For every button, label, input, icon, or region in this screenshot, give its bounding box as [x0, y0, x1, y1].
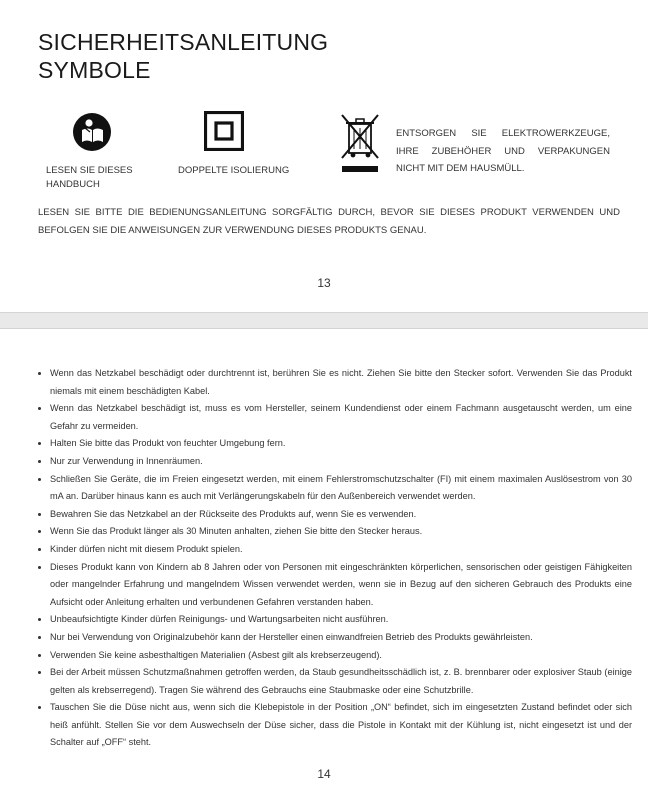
symbol-label-read-manual: LESEN SIE DIESES HANDBUCH — [46, 165, 133, 190]
page-number: 14 — [317, 767, 331, 781]
title-line-2: SYMBOLE — [38, 57, 151, 83]
list-item: • Halten Sie bitte das Produkt von feuchter Umgebung fern. — [50, 435, 632, 453]
list-item: • Verwenden Sie keine asbesthaltigen Materialien (Asbest gilt als krebserzeugend). — [50, 647, 632, 665]
list-item: • Wenn das Netzkabel beschädigt oder durchtrennt ist, berühren Sie es nicht. Ziehen Sie bitte den Stecker sofort. Verwenden Sie das Produkt niemals mit einem beschädigten Kabel. — [50, 365, 632, 400]
page-14 — [0, 329, 648, 791]
list-item: • Tauschen Sie die Düse nicht aus, wenn sich die Klebepistole in der Position „ON“ befindet, sich im eingesetzten Zustand befindet oder sich heiß anfühlt. Stellen Sie vor dem Auswechseln der Düse sicher, dass die Pistole in Kontakt mit der Kühlung ist, nicht eingesetzt ist und der Schalter auf „OFF“ steht. — [50, 699, 632, 752]
page-number: 13 — [317, 276, 331, 290]
title-line-1: SICHERHEITSANLEITUNG — [38, 29, 329, 55]
safety-rules-list — [36, 365, 632, 752]
list-item: • Kinder dürfen nicht mit diesem Produkt spielen. — [50, 541, 632, 559]
list-item: • Wenn das Netzkabel beschädigt ist, muss es vom Hersteller, seinem Kundendienst oder einem Fachmann ausgetauscht werden, um eine Gefahr zu vermeiden. — [50, 400, 632, 435]
page-separator — [0, 312, 648, 329]
list-item: • Wenn Sie das Produkt länger als 30 Minuten anhalten, ziehen Sie bitte den Stecker heraus. — [50, 523, 632, 541]
list-item: • Dieses Produkt kann von Kindern ab 8 Jahren oder von Personen mit eingeschränkten körperlichen, sensorischen oder geistigen Fähigkeiten oder mangelnder Erfahrung und mangelndem Wissen verwendet werden, wenn sie in Bezug auf den sicheren Gebrauch des Produkts eine Aufsicht oder Anleitung erhalten und verbundenen Gefahren verstanden haben. — [50, 559, 632, 612]
list-item: • Nur bei Verwendung von Originalzubehör kann der Hersteller einen einwandfreien Betrieb des Produkts gewährleisten. — [50, 629, 632, 647]
page-13 — [0, 0, 648, 312]
list-item: • Bewahren Sie das Netzkabel an der Rückseite des Produkts auf, wenn Sie es verwenden. — [50, 506, 632, 524]
list-item: • Schließen Sie Geräte, die im Freien eingesetzt werden, mit einem Fehlerstromschutzschalter (FI) mit einem maximalen Auslösestrom von 30 mA an. Darüber hinaus kann es auch mit Verlängerungskabeln für den Außenbereich verwendet werden. — [50, 471, 632, 506]
symbol-label-double-insulation: DOPPELTE ISOLIERUNG — [178, 165, 290, 176]
double-insulation-icon — [204, 111, 244, 151]
crossed-out-bin-icon — [338, 112, 382, 174]
list-item: • Nur zur Verwendung in Innenräumen. — [50, 453, 632, 471]
list-item: • Bei der Arbeit müssen Schutzmaßnahmen getroffen werden, da Staub gesundheitsschädlich ist, z. B. brennbarer oder explosiver Staub (einige gelten als krebserregend). Tragen Sie während des Gebrauchs eine Staubmaske oder eine Schutzbrille. — [50, 664, 632, 699]
list-item: • Unbeaufsichtigte Kinder dürfen Reinigungs- und Wartungsarbeiten nicht ausführen. — [50, 611, 632, 629]
read-manual-icon — [72, 112, 112, 152]
symbol-label-disposal: ENTSORGEN SIE ELEKTROWERKZEUGE, IHRE ZUBEHÖHER UND VERPAKUNGEN NICHT MIT DEM HAUSMÜLL. — [396, 128, 610, 174]
intro-paragraph: LESEN SIE BITTE DIE BEDIENUNGSANLEITUNG SORGFÄLTIG DURCH, BEVOR SIE DIESES PRODUKT VERWENDEN UND BEFOLGEN SIE DIE ANWEISUNGEN ZUR VERWENDUNG DIESES PRODUKTS GENAU. — [38, 207, 620, 236]
page-title — [38, 28, 328, 84]
